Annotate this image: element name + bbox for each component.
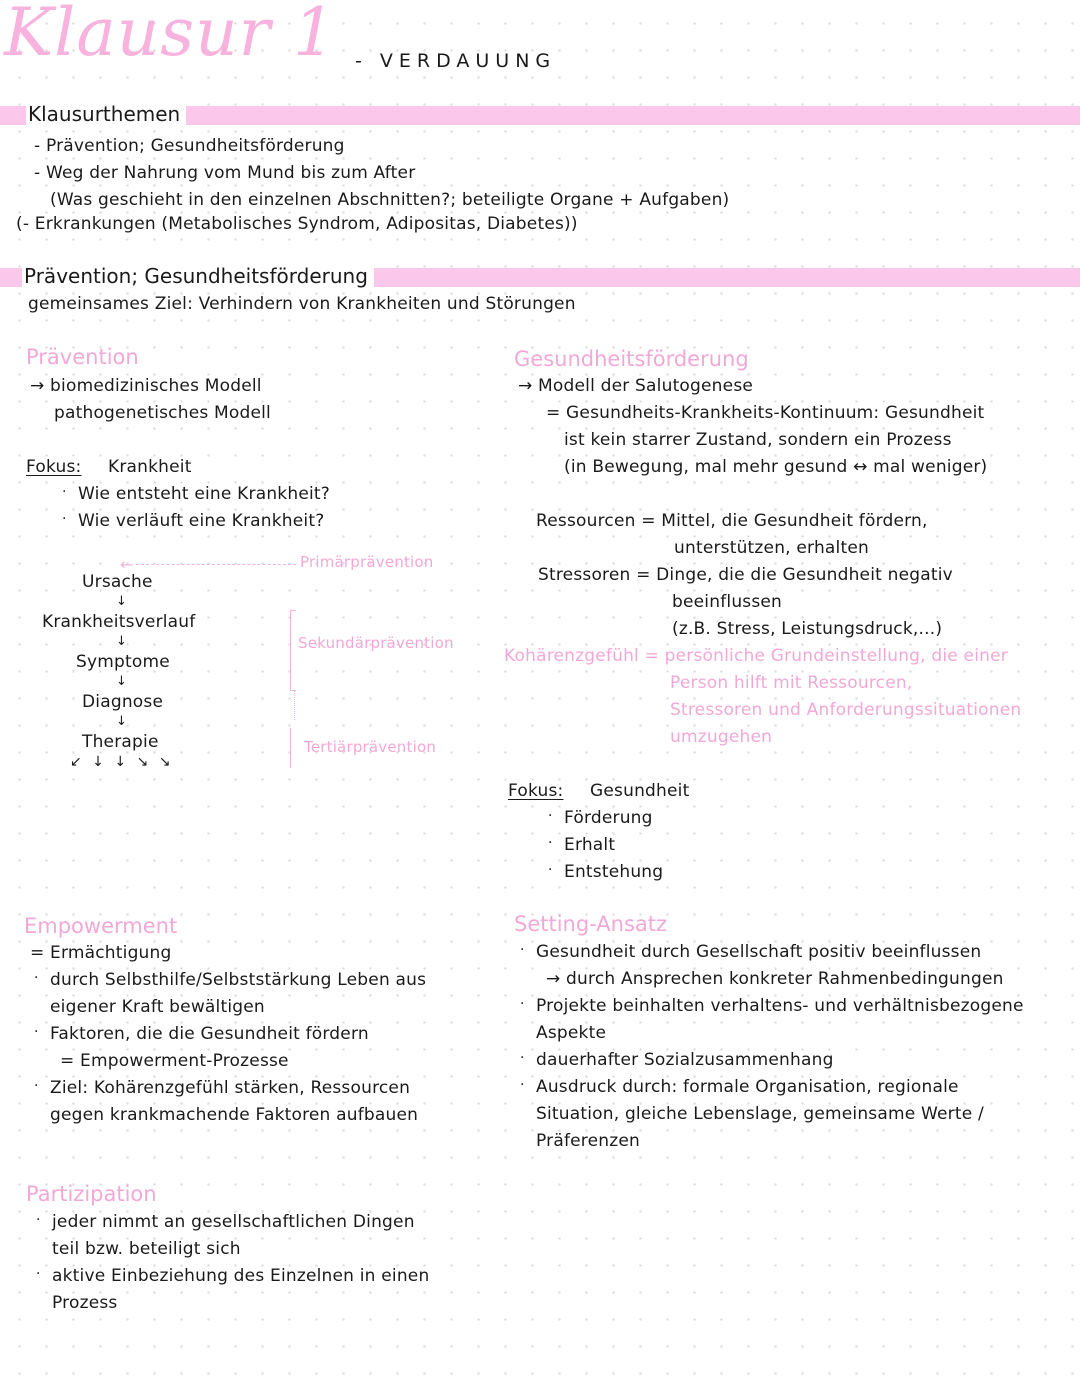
question-entstehung: Wie entsteht eine Krankheit? xyxy=(78,484,330,504)
praevention-model-1: → biomedizinisches Modell xyxy=(30,376,262,396)
empowerment-b2-1: Faktoren, die die Gesundheit fördern xyxy=(50,1024,369,1044)
bullet-dot: · xyxy=(36,1266,41,1282)
kontinuum-line-2: ist kein starrer Zustand, sondern ein Prozess xyxy=(564,430,952,450)
question-verlauf: Wie verläuft eine Krankheit? xyxy=(78,511,325,531)
ressourcen-line-1: Ressourcen = Mittel, die Gesundheit fördern, xyxy=(536,511,928,531)
setting-b2-1: Projekte beinhalten verhaltens- und verhältnisbezogene xyxy=(536,996,1024,1016)
chain-symptome: Symptome xyxy=(76,652,170,672)
empowerment-b3-1: Ziel: Kohärenzgefühl stärken, Ressourcen xyxy=(50,1078,411,1098)
bullet-dot: · xyxy=(34,1024,39,1040)
setting-b4-2: Situation, gleiche Lebenslage, gemeinsame Werte / xyxy=(536,1104,984,1124)
partizipation-b2-2: Prozess xyxy=(52,1293,118,1313)
kontinuum-line-1: = Gesundheits-Krankheits-Kontinuum: Gesundheit xyxy=(546,403,985,423)
tertiaerpraevention-label: Tertiärprävention xyxy=(304,738,437,756)
partizipation-heading: Partizipation xyxy=(26,1182,157,1206)
setting-b3-1: dauerhafter Sozialzusammenhang xyxy=(536,1050,834,1070)
bullet-dot: · xyxy=(34,1078,39,1094)
setting-b4-1: Ausdruck durch: formale Organisation, regionale xyxy=(536,1077,959,1097)
chain-diagnose: Diagnose xyxy=(82,692,164,712)
dotted-connector xyxy=(294,690,295,720)
chain-therapie: Therapie xyxy=(82,732,159,752)
praevention-fokus-value: Krankheit xyxy=(108,457,192,477)
chain-krankheitsverlauf: Krankheitsverlauf xyxy=(42,612,196,632)
stressoren-line-1: Stressoren = Dinge, die die Gesundheit negativ xyxy=(538,565,953,585)
ressourcen-line-2: unterstützen, erhalten xyxy=(674,538,869,558)
setting-heading: Setting-Ansatz xyxy=(514,912,668,936)
bullet-dot: · xyxy=(520,942,525,958)
arrow-left-icon: ← xyxy=(120,555,134,574)
fokus-item-entstehung: Entstehung xyxy=(564,862,664,882)
praevention-model-2: pathogenetisches Modell xyxy=(54,403,271,423)
bullet-dot: · xyxy=(36,1212,41,1228)
tertiaer-bracket xyxy=(290,728,291,768)
partizipation-b2-1: aktive Einbeziehung des Einzelnen in einen xyxy=(52,1266,430,1286)
stressoren-line-2: beeinflussen xyxy=(672,592,783,612)
empowerment-def: = Ermächtigung xyxy=(30,943,172,963)
sekundaer-bracket xyxy=(290,610,291,690)
bullet-dot: · xyxy=(520,1050,525,1066)
sekundaerpraevention-label: Sekundärprävention xyxy=(298,634,454,652)
primaer-dash-line xyxy=(136,564,296,565)
setting-b1-2: → durch Ansprechen konkreter Rahmenbedingungen xyxy=(546,969,1004,989)
fokus-item-erhalt: Erhalt xyxy=(564,835,616,855)
bullet-dot: · xyxy=(62,484,67,500)
arrow-down-icon: ↓ xyxy=(116,634,127,649)
bullet-dot: · xyxy=(520,996,525,1012)
setting-b2-2: Aspekte xyxy=(536,1023,607,1043)
gesundheitsfoerderung-heading: Gesundheitsförderung xyxy=(514,347,749,371)
partizipation-b1-2: teil bzw. beteiligt sich xyxy=(52,1239,241,1259)
praevention-fokus-label: Fokus: xyxy=(26,457,82,477)
page-title: Klausur 1 xyxy=(4,0,337,71)
gf-fokus-value: Gesundheit xyxy=(590,781,690,801)
bullet-dot: · xyxy=(62,511,67,527)
klausurthemen-line-4: (- Erkrankungen (Metabolisches Syndrom, Adipositas, Diabetes)) xyxy=(16,214,578,234)
partizipation-b1-1: jeder nimmt an gesellschaftlichen Dingen xyxy=(52,1212,415,1232)
bullet-dot: · xyxy=(520,1077,525,1093)
arrow-down-icon: ↓ xyxy=(116,714,127,729)
kohaerenz-line-1: Kohärenzgefühl = persönliche Grundeinstellung, die einer xyxy=(504,646,1008,666)
praevention-gf-heading: Prävention; Gesundheitsförderung xyxy=(22,264,374,288)
bullet-dot: · xyxy=(548,808,553,824)
salutogenese-model: → Modell der Salutogenese xyxy=(518,376,754,396)
bracket-tick xyxy=(290,690,296,691)
primaerpraevention-label: Primärprävention xyxy=(300,553,434,571)
praevention-heading: Prävention xyxy=(26,345,139,369)
bullet-dot: · xyxy=(34,970,39,986)
chain-ursache: Ursache xyxy=(82,572,153,592)
stressoren-line-3: (z.B. Stress, Leistungsdruck,...) xyxy=(672,619,943,639)
empowerment-b1-1: durch Selbsthilfe/Selbststärkung Leben aus xyxy=(50,970,427,990)
setting-b4-3: Präferenzen xyxy=(536,1131,641,1151)
bullet-dot: · xyxy=(548,862,553,878)
kontinuum-line-3: (in Bewegung, mal mehr gesund ↔ mal weniger) xyxy=(564,457,988,477)
empowerment-b2-2: = Empowerment-Prozesse xyxy=(60,1051,289,1071)
setting-b1-1: Gesundheit durch Gesellschaft positiv beeinflussen xyxy=(536,942,982,962)
empowerment-b1-2: eigener Kraft bewältigen xyxy=(50,997,265,1017)
kohaerenz-line-2: Person hilft mit Ressourcen, xyxy=(670,673,913,693)
klausurthemen-line-2: - Weg der Nahrung vom Mund bis zum After xyxy=(34,163,416,183)
arrow-fan-icon: ↙ ↓ ↓ ↘ ↘ xyxy=(70,754,174,770)
empowerment-heading: Empowerment xyxy=(24,914,178,938)
bullet-dot: · xyxy=(548,835,553,851)
klausurthemen-line-3: (Was geschieht in den einzelnen Abschnitten?; beteiligte Organe + Aufgaben) xyxy=(50,190,730,210)
kohaerenz-line-4: umzugehen xyxy=(670,727,773,747)
page-subtitle: - VERDAUUNG xyxy=(355,50,557,72)
klausurthemen-line-1: - Prävention; Gesundheitsförderung xyxy=(34,136,345,156)
arrow-down-icon: ↓ xyxy=(116,594,127,609)
common-goal: gemeinsames Ziel: Verhindern von Krankheiten und Störungen xyxy=(28,294,576,314)
arrow-down-icon: ↓ xyxy=(116,674,127,689)
bracket-tick xyxy=(290,610,296,611)
klausurthemen-heading: Klausurthemen xyxy=(26,102,186,126)
kohaerenz-line-3: Stressoren und Anforderungssituationen xyxy=(670,700,1022,720)
fokus-item-foerderung: Förderung xyxy=(564,808,653,828)
gf-fokus-label: Fokus: xyxy=(508,781,564,801)
empowerment-b3-2: gegen krankmachende Faktoren aufbauen xyxy=(50,1105,419,1125)
